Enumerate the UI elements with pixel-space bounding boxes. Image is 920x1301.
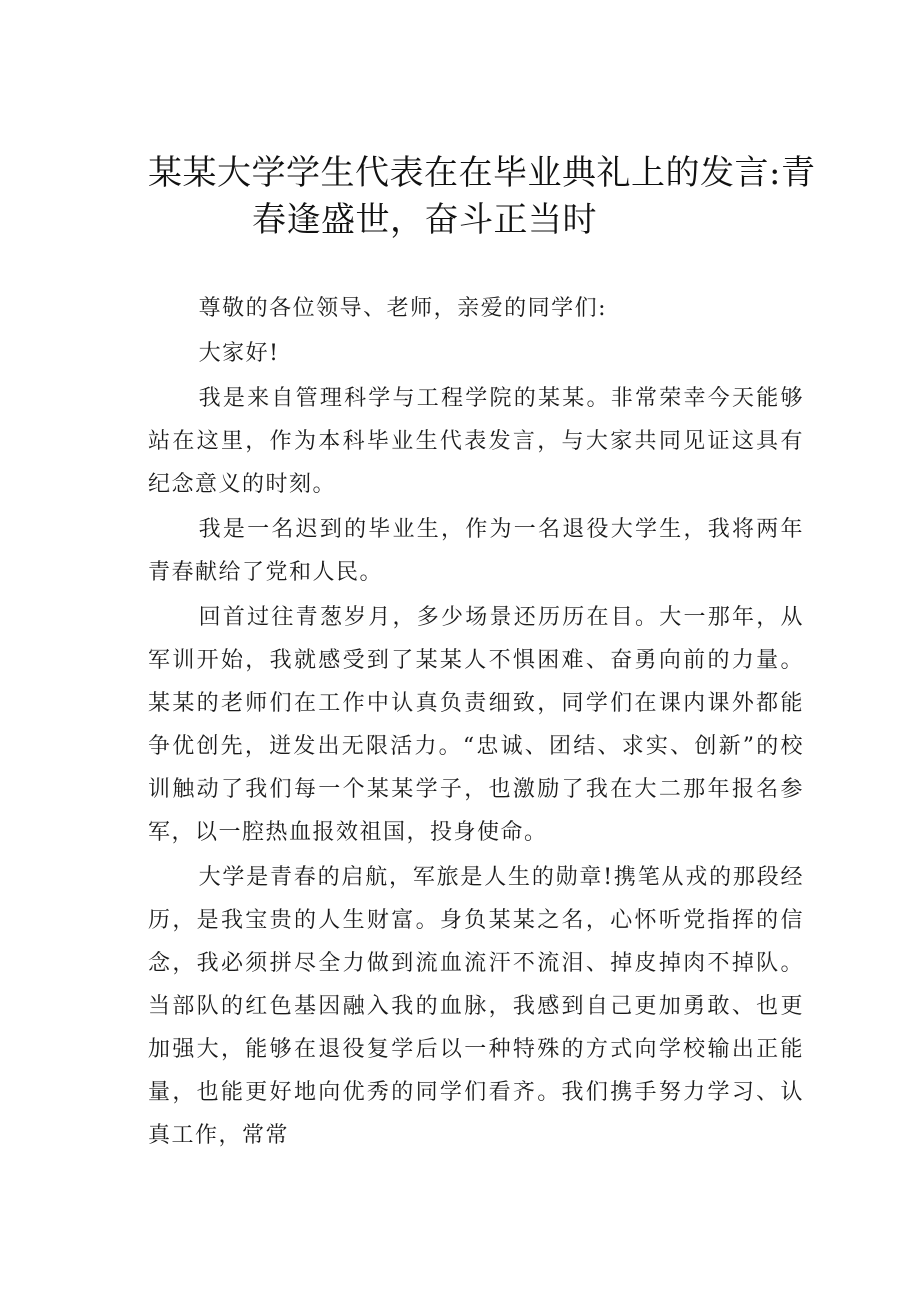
document-body <box>148 287 804 1157</box>
greeting-paragraph: 大家好! <box>198 341 280 366</box>
body-paragraph: 回首过往青葱岁月，多少场景还历历在目。大一那年，从军训开始，我就感受到了某某人不惧困难、奋勇向前的力量。某某的老师们在工作中认真负责细致，同学们在课内课外都能争优创先，迸发出无限活力。“忠诚、团结、求实、创新”的校训触动了我们每一个某某学子，也激励了我在大二那年报名参军，以一腔热血报效祖国，投身使命。 <box>148 605 804 845</box>
salutation-paragraph: 尊敬的各位领导、老师，亲爱的同学们: <box>198 296 608 321</box>
title-line-2: 春逢盛世，奋斗正当时 <box>252 200 597 240</box>
title-line-1: 某某大学学生代表在在毕业典礼上的发言:青 <box>148 153 816 193</box>
body-paragraph: 我是来自管理科学与工程学院的某某。非常荣幸今天能够站在这里，作为本科毕业生代表发言，与大家共同见证这具有纪念意义的时刻。 <box>148 386 804 497</box>
body-paragraph: 大学是青春的启航，军旅是人生的勋章!携笔从戎的那段经历，是我宝贵的人生财富。身负某某之名，心怀听党指挥的信念，我必须拼尽全力做到流血流汗不流泪、掉皮掉肉不掉队。当部队的红色基因融入我的血脉，我感到自己更加勇敢、也更加强大，能够在退役复学后以一种特殊的方式向学校输出正能量，也能更好地向优秀的同学们看齐。我们携手努力学习、认真工作，常常 <box>148 865 804 1148</box>
body-paragraph: 我是一名迟到的毕业生，作为一名退役大学生，我将两年青春献给了党和人民。 <box>148 517 804 585</box>
document-title <box>148 150 816 244</box>
